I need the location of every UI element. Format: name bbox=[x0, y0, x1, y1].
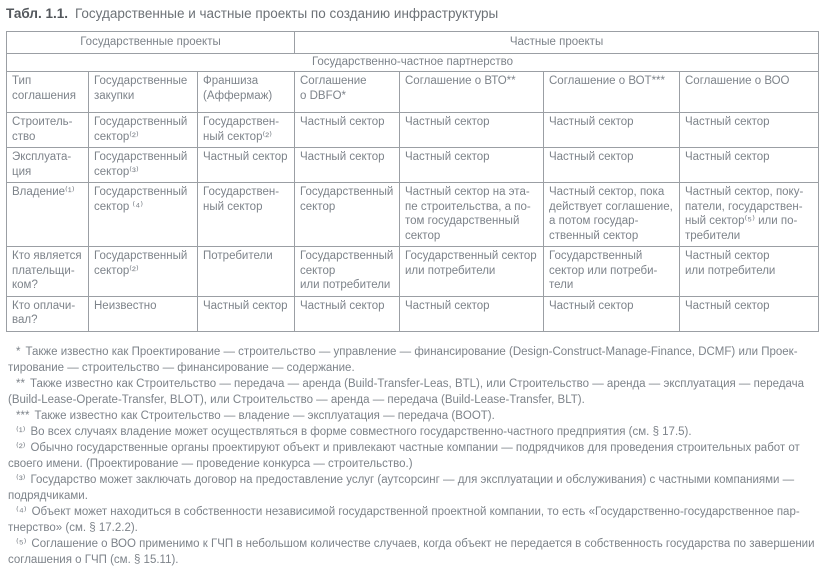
table-cell: Частный сектор bbox=[544, 113, 680, 148]
column-header-agreement-type: Тип соглашения bbox=[7, 72, 89, 113]
table-cell: Государственный сектор bbox=[198, 183, 295, 247]
column-header-boo: Соглашение о ВОО bbox=[680, 72, 819, 113]
footnote-2 bbox=[8, 440, 816, 472]
footnote-text: Во всех случаях владение может осуществляться в форме совместного государственно-частного предприятия (см. § 17.5). bbox=[30, 425, 692, 438]
table-cell: Частный сектор на этапе строительства, а потом государственный сектор bbox=[400, 183, 544, 247]
column-header-franchise: Франшиза (Аффермаж) bbox=[198, 72, 295, 113]
footnote-marker: ⁽⁵⁾ bbox=[16, 537, 27, 550]
footnote-5 bbox=[8, 536, 816, 568]
table-cell: Государственный сектор ⁽⁴⁾ bbox=[89, 183, 198, 247]
footnote-bot bbox=[8, 408, 816, 424]
table-cell: Государственный сектор или потребители bbox=[295, 247, 400, 297]
footnotes-section bbox=[6, 344, 818, 568]
table-cell: Частный сектор bbox=[680, 113, 819, 148]
column-header-state-procurement: Государственные закупки bbox=[89, 72, 198, 113]
footnote-marker: ** bbox=[16, 377, 25, 390]
table-row-payer bbox=[7, 247, 819, 297]
table-cell: Частный сектор, пока действует соглашение, а потом государственный сектор bbox=[544, 183, 680, 247]
table-cell: Государственный сектор⁽²⁾ bbox=[89, 247, 198, 297]
column-header-row bbox=[7, 72, 819, 113]
footnote-text: Объект может находиться в собственности независимой государственной проектной компании, то есть «Государственно-государственное партнерство» (см. § 17.2.2). bbox=[8, 505, 800, 534]
ppp-banner-row bbox=[7, 53, 819, 72]
table-cell: Частный сектор bbox=[295, 296, 400, 331]
row-header-cell: Кто оплачивал? bbox=[7, 296, 89, 331]
footnote-marker: ⁽³⁾ bbox=[16, 473, 26, 486]
table-cell: Государственный сектор или потребители bbox=[400, 247, 544, 297]
table-cell: Частный сектор bbox=[295, 113, 400, 148]
table-cell: Частный сектор bbox=[544, 296, 680, 331]
footnote-text: Также известно как Проектирование — строительство — управление — финансирование (Design-Construct-Manage-Finance, DCMF) или Проектирование — строительство — финансирование — содержание. bbox=[8, 345, 798, 374]
footnote-dbfo bbox=[8, 344, 816, 376]
row-header-cell: Кто является плательщиком? bbox=[7, 247, 89, 297]
table-cell: Частный сектор bbox=[680, 148, 819, 183]
infrastructure-projects-table bbox=[6, 31, 819, 332]
table-cell: Частный сектор bbox=[295, 148, 400, 183]
table-row-operation bbox=[7, 148, 819, 183]
footnote-text: Также известно как Строительство — передача — аренда (Build-Transfer-Leas, BTL), или Строительство — аренда — эксплуатация — передача (Build-Lease-Operate-Transfer, BLOT), или Строительство — аренда — передача (Build-Lease-Transfer, BLT). bbox=[8, 377, 805, 406]
table-cell: Потребители bbox=[198, 247, 295, 297]
footnote-marker: *** bbox=[16, 409, 30, 422]
group-header-private-projects: Частные проекты bbox=[295, 32, 819, 54]
table-cell: Частный сектор или потребители bbox=[680, 247, 819, 297]
table-cell: Государственный сектор или потребители bbox=[544, 247, 680, 297]
footnote-text: Обычно государственные органы проектируют объект и привлекают частные компании — подрядчиков для проведения строительных работ от своего имени. (Проектирование — проведение конкурса — строительство.) bbox=[8, 441, 800, 470]
table-row-construction bbox=[7, 113, 819, 148]
footnote-4 bbox=[8, 504, 816, 536]
footnote-3 bbox=[8, 472, 816, 504]
row-header-cell: Эксплуатация bbox=[7, 148, 89, 183]
table-cell: Частный сектор, покупатели, государственный сектор⁽⁵⁾ или потребители bbox=[680, 183, 819, 247]
table-cell: Государственный сектор⁽²⁾ bbox=[198, 113, 295, 148]
footnote-marker: ⁽⁴⁾ bbox=[16, 505, 27, 518]
footnote-marker: * bbox=[16, 345, 21, 358]
row-header-cell: Строительство bbox=[7, 113, 89, 148]
table-number: Табл. 1.1. bbox=[6, 6, 69, 21]
group-header-row bbox=[7, 32, 819, 54]
table-cell: Частный сектор bbox=[198, 148, 295, 183]
table-cell: Государственный сектор bbox=[295, 183, 400, 247]
group-header-state-projects: Государственные проекты bbox=[7, 32, 295, 54]
column-header-bto: Соглашение о ВТО** bbox=[400, 72, 544, 113]
table-cell: Частный сектор bbox=[544, 148, 680, 183]
table-row-who-paid bbox=[7, 296, 819, 331]
table-cell: Государственный сектор⁽³⁾ bbox=[89, 148, 198, 183]
footnote-1 bbox=[8, 424, 816, 440]
footnote-bto bbox=[8, 376, 816, 408]
row-header-cell: Владение⁽¹⁾ bbox=[7, 183, 89, 247]
footnote-text: Также известно как Строительство — владение — эксплуатация — передача (BOOT). bbox=[34, 409, 495, 422]
table-cell: Неизвестно bbox=[89, 296, 198, 331]
table-row-ownership bbox=[7, 183, 819, 247]
table-cell: Частный сектор bbox=[400, 148, 544, 183]
footnote-marker: ⁽¹⁾ bbox=[16, 425, 26, 438]
footnote-marker: ⁽²⁾ bbox=[16, 441, 26, 454]
table-cell: Частный сектор bbox=[400, 296, 544, 331]
ppp-banner: Государственно-частное партнерство bbox=[7, 53, 819, 72]
column-header-dbfo: Соглашение о DBFO* bbox=[295, 72, 400, 113]
table-cell: Частный сектор bbox=[198, 296, 295, 331]
table-cell: Частный сектор bbox=[680, 296, 819, 331]
table-caption bbox=[6, 5, 818, 23]
table-title-text: Государственные и частные проекты по созданию инфраструктуры bbox=[75, 6, 499, 21]
column-header-bot: Соглашение о ВОТ*** bbox=[544, 72, 680, 113]
footnote-text: Соглашение о ВОО применимо к ГЧП в небольшом количестве случаев, когда объект не передается в собственность государства по завершении соглашения о ГЧП (см. § 15.11). bbox=[8, 537, 815, 566]
table-cell: Частный сектор bbox=[400, 113, 544, 148]
table-cell: Государственный сектор⁽²⁾ bbox=[89, 113, 198, 148]
footnote-text: Государство может заключать договор на предоставление услуг (аутсорсинг — для эксплуатации и обслуживания) с частными компаниями — подрядчиками. bbox=[8, 473, 795, 502]
